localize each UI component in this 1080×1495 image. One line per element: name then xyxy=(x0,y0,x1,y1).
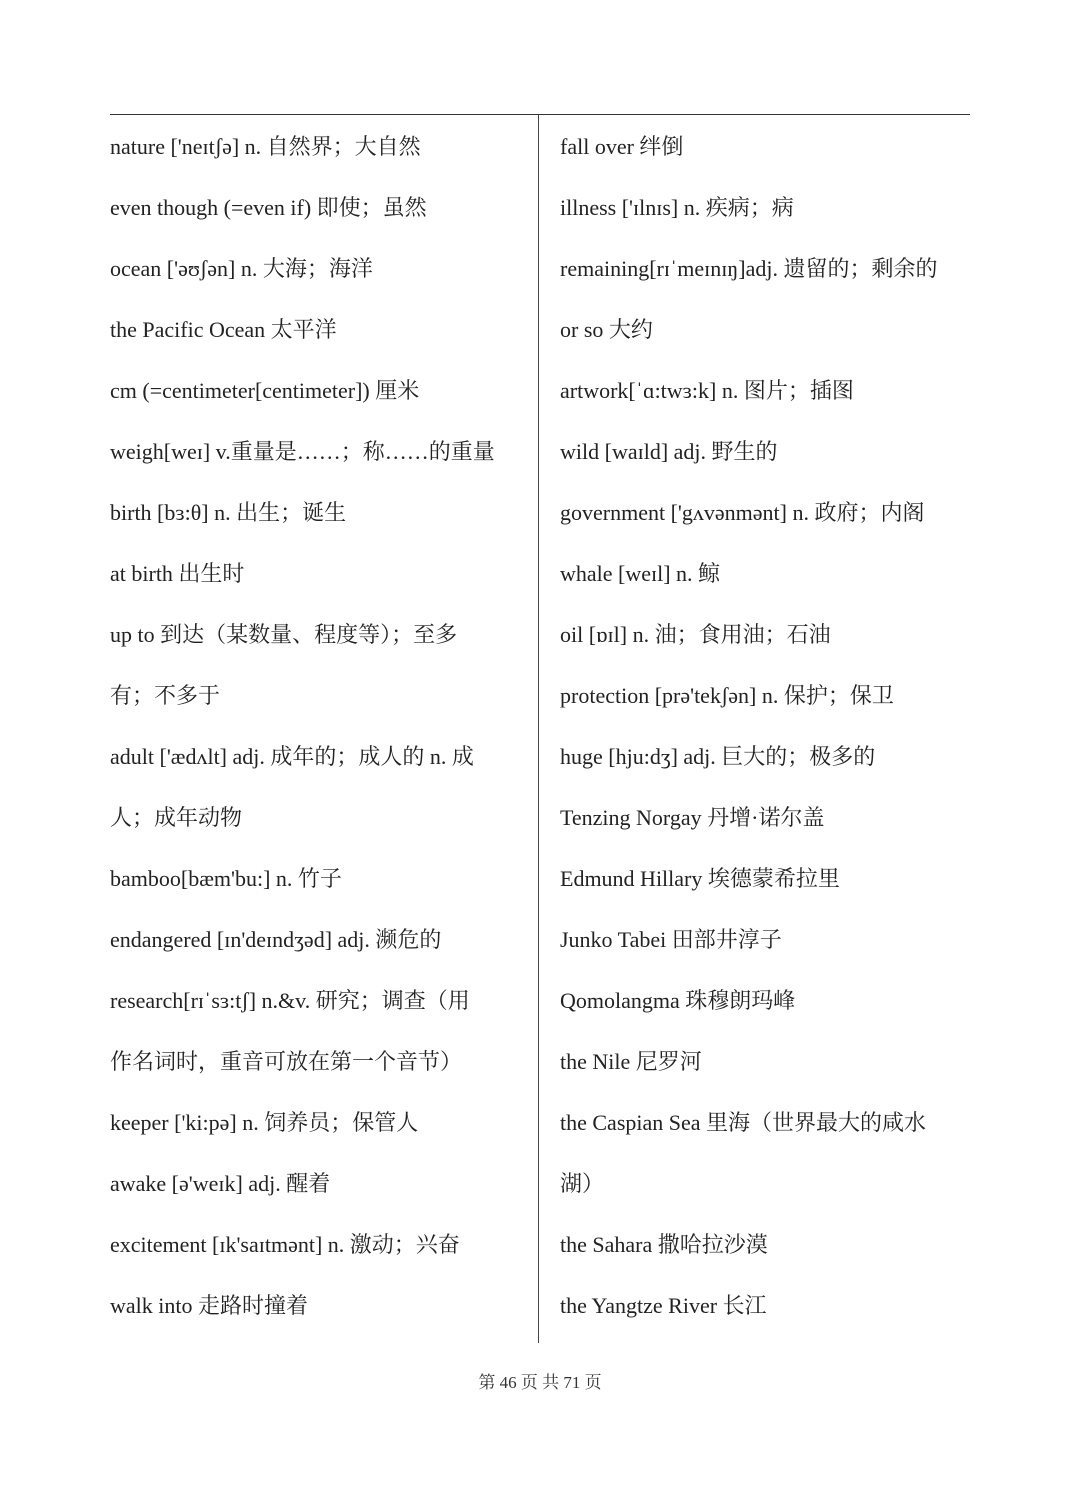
vocab-line: nature ['neɪtʃə] n. 自然界；大自然 xyxy=(110,134,421,159)
vocab-line: government ['gʌvənmənt] n. 政府；内阁 xyxy=(560,500,925,525)
vocab-line: walk into 走路时撞着 xyxy=(110,1293,308,1318)
vocab-line: the Pacific Ocean 太平洋 xyxy=(110,317,337,342)
vocab-line: the Caspian Sea 里海（世界最大的咸水 xyxy=(560,1110,927,1135)
vocab-line: adult ['ædʌlt] adj. 成年的；成人的 n. 成 xyxy=(110,744,474,769)
vocab-line: protection [prə'tekʃən] n. 保护；保卫 xyxy=(560,683,894,708)
vocab-line: the Yangtze River 长江 xyxy=(560,1293,767,1318)
vocab-line: the Nile 尼罗河 xyxy=(560,1049,702,1074)
vocab-line: 有；不多于 xyxy=(110,683,221,708)
vocab-line: oil [ɒɪl] n. 油；食用油；石油 xyxy=(560,622,831,647)
vocab-line: Edmund Hillary 埃德蒙希拉里 xyxy=(560,866,840,891)
vocab-line: illness ['ɪlnɪs] n. 疾病；病 xyxy=(560,195,794,220)
vocab-line: birth [bɜ:θ] n. 出生；诞生 xyxy=(110,500,347,525)
vocab-line: remaining[rɪˈmeɪnɪŋ]adj. 遗留的；剩余的 xyxy=(560,256,938,281)
vocab-line: whale [weɪl] n. 鲸 xyxy=(560,561,721,586)
vocab-line: 人；成年动物 xyxy=(110,805,243,830)
column-divider xyxy=(538,115,539,1343)
vocab-line: Junko Tabei 田部井淳子 xyxy=(560,927,782,952)
top-rule xyxy=(110,114,970,115)
vocab-line: awake [ə'weɪk] adj. 醒着 xyxy=(110,1171,331,1196)
vocab-line: excitement [ɪk'saɪtmənt] n. 激动；兴奋 xyxy=(110,1232,460,1257)
vocab-line: ocean ['əʊʃən] n. 大海；海洋 xyxy=(110,256,373,281)
vocab-line: artwork[ˈɑ:twɜ:k] n. 图片；插图 xyxy=(560,378,854,403)
vocab-line: endangered [ɪn'deɪndʒəd] adj. 濒危的 xyxy=(110,927,442,952)
vocab-line: fall over 绊倒 xyxy=(560,134,684,159)
vocab-line: 湖） xyxy=(560,1171,605,1196)
vocab-line: or so 大约 xyxy=(560,317,653,342)
vocab-line: weigh[weɪ] v.重量是……；称……的重量 xyxy=(110,439,495,464)
left-column xyxy=(110,116,525,1336)
vocab-line: wild [waɪld] adj. 野生的 xyxy=(560,439,778,464)
vocab-line: the Sahara 撒哈拉沙漠 xyxy=(560,1232,768,1257)
page-number-footer: 第 46 页 共 71 页 xyxy=(478,1373,602,1392)
vocab-line: Qomolangma 珠穆朗玛峰 xyxy=(560,988,796,1013)
vocab-line: keeper ['ki:pə] n. 饲养员；保管人 xyxy=(110,1110,419,1135)
vocab-line: research[rɪˈsɜ:tʃ] n.&v. 研究；调查（用 xyxy=(110,988,470,1013)
vocab-line: Tenzing Norgay 丹增·诺尔盖 xyxy=(560,805,825,830)
vocab-line: cm (=centimeter[centimeter]) 厘米 xyxy=(110,378,420,403)
vocab-line: bamboo[bæm'bu:] n. 竹子 xyxy=(110,866,342,891)
vocab-line: huge [hju:dʒ] adj. 巨大的；极多的 xyxy=(560,744,876,769)
vocab-line: up to 到达（某数量、程度等）；至多 xyxy=(110,622,458,647)
vocab-line: even though (=even if) 即使；虽然 xyxy=(110,195,427,220)
vocab-line: 作名词时，重音可放在第一个音节） xyxy=(110,1049,463,1074)
vocab-line: at birth 出生时 xyxy=(110,561,245,586)
right-column xyxy=(560,116,975,1336)
